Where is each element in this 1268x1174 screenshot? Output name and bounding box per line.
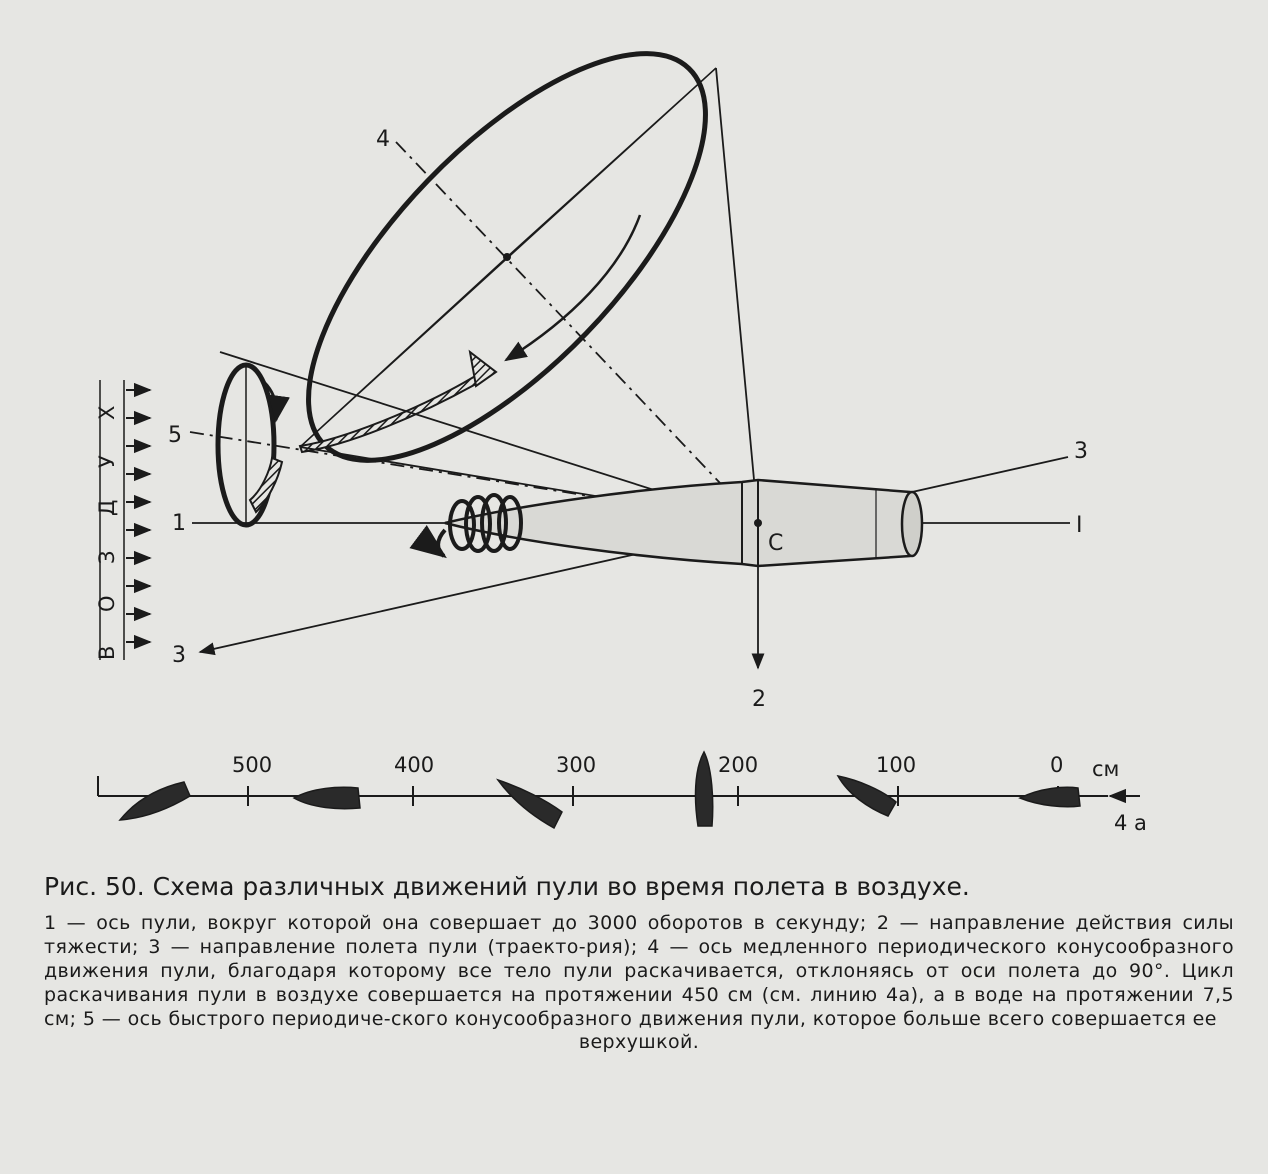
scale-bullet-200 [696, 752, 713, 826]
vertical-letter-4: У [95, 455, 119, 468]
vertical-letter-2: З [95, 550, 119, 564]
scale-tick-400: 400 [394, 753, 435, 777]
caption-title: Рис. 50. Схема различных движений пули во время полета в воздухе. [44, 872, 970, 901]
scale-unit: см [1092, 757, 1120, 781]
scale-bullet-300 [498, 780, 562, 828]
label-slow-axis: 4 [376, 127, 390, 152]
vertical-letter-0: В [95, 645, 119, 660]
scale-tick-300: 300 [556, 753, 597, 777]
cone-lines [220, 68, 758, 523]
vertical-letter-5: Х [95, 405, 119, 420]
label-fast-axis: 5 [168, 423, 182, 448]
caption-body: 1 — ось пули, вокруг которой она совершает до 3000 оборотов в секунду; 2 — направление действия силы тяжести; 3 — направление полета пули (траекто-рия); 4 — ось медленного периодического конусообразного движения пули, благодаря которому все тело пули раскачивается, отклоняясь от оси полета до 90°. Цикл раскачивания пули в воздухе совершается на протяжении 450 см (см. линию 4а), а в воде на протяжении 7,5 см; 5 — ось быстрого периодиче-ского конусообразного движения пули, которое больше всего совершается ее [44, 912, 1234, 1030]
label-trajectory-left: 3 [172, 643, 186, 668]
label-trajectory-right: 3 [1074, 439, 1088, 464]
label-center: C [768, 531, 784, 556]
figure-caption [44, 872, 1234, 1053]
scale-bullet-0 [1020, 787, 1080, 806]
caption-last-line: верхушкой. [578, 1031, 700, 1053]
scale-bullet-500 [120, 782, 190, 820]
vertical-word-air [95, 406, 119, 660]
air-flow-arrows [126, 390, 150, 642]
scale-bullet-400 [294, 787, 360, 808]
fast-precession-ellipse [218, 365, 282, 525]
scale-line-4a [98, 776, 1140, 806]
label-axis1-right: I [1076, 513, 1083, 538]
bullet-body [445, 480, 922, 566]
vertical-word-brackets [100, 380, 124, 660]
label-line-4a: 4 а [1114, 811, 1147, 835]
scale-tick-0: 0 [1050, 753, 1064, 777]
label-axis1-left: 1 [172, 511, 186, 536]
scale-tick-100: 100 [876, 753, 917, 777]
scale-tick-500: 500 [232, 753, 273, 777]
label-gravity: 2 [752, 687, 766, 712]
vertical-letter-1: О [95, 595, 119, 612]
vertical-letter-3: Д [95, 499, 119, 516]
scale-tick-200: 200 [718, 753, 759, 777]
